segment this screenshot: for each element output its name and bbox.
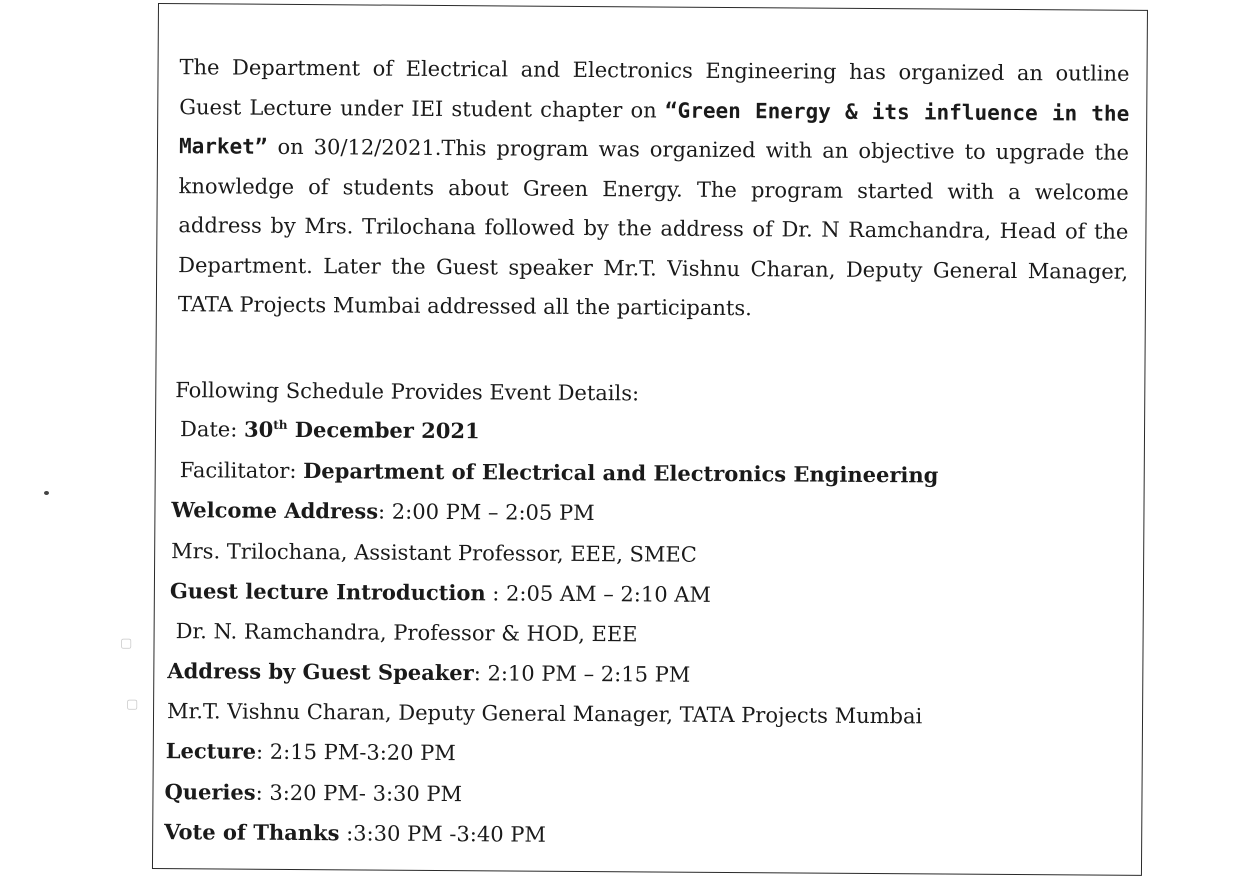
lecture-line [166, 738, 456, 766]
welcome-person: Mrs. Trilochana, Assistant Professor, EEE, SMEC [171, 539, 697, 567]
lecture-time: : 2:15 PM-3:20 PM [256, 739, 456, 766]
event-description [178, 48, 1130, 331]
thanks-time: :3:30 PM -3:40 PM [339, 821, 546, 847]
thanks-label: Vote of Thanks [164, 819, 340, 846]
date-day: 30 [243, 416, 274, 442]
queries-time: : 3:20 PM- 3:30 PM [255, 780, 463, 807]
description-part1: The Department of Electrical and Electronics Engineering has organized an outline Guest Lecture under IEI student chapter on [179, 55, 1130, 123]
date-label: Date: [179, 417, 245, 442]
welcome-time: : 2:00 PM – 2:05 PM [378, 499, 595, 526]
date-line [180, 416, 480, 444]
facilitator-line [180, 457, 939, 488]
date-rest: December 2021 [287, 416, 480, 444]
queries-label: Queries [164, 779, 256, 805]
date-suffix: th [273, 417, 288, 432]
welcome-line [171, 497, 594, 526]
scan-speck [44, 491, 49, 495]
address-time: : 2:10 PM – 2:15 PM [473, 661, 691, 687]
bleed-through-mark: ▢ [120, 636, 133, 651]
content-box [152, 3, 1148, 876]
intro-person: Dr. N. Ramchandra, Professor & HOD, EEE [175, 619, 638, 647]
thanks-line [164, 819, 546, 848]
welcome-label: Welcome Address [171, 497, 379, 524]
schedule-heading: Following Schedule Provides Event Details: [175, 378, 640, 406]
address-label: Address by Guest Speaker [167, 658, 474, 686]
lecture-label: Lecture [165, 738, 257, 764]
intro-label: Guest lecture Introduction [169, 578, 486, 606]
description-part2: on 30/12/2021.This program was organized with an objective to upgrade the knowledge of students about Green Energy. The program started with a welcome address by Mrs. Trilochana followed by the address of Dr. N Ramchandra, Head of the Department. Later the Guest speaker Mr.T. Vishnu Charan, Deputy General Manager, TATA Projects Mumbai addressed all the participants. [177, 134, 1130, 321]
address-person: Mr.T. Vishnu Charan, Deputy General Manager, TATA Projects Mumbai [166, 699, 923, 729]
intro-line [170, 578, 711, 608]
facilitator-value: Department of Electrical and Electronics Engineering [303, 458, 939, 488]
bleed-through-mark: ▢ [126, 697, 139, 712]
facilitator-label: Facilitator: [179, 458, 304, 484]
lecture-title: “Green Energy & its influence in the Market” [178, 98, 1130, 159]
intro-time: : 2:05 AM – 2:10 AM [485, 581, 712, 607]
address-line [167, 658, 690, 688]
queries-line [164, 779, 462, 807]
